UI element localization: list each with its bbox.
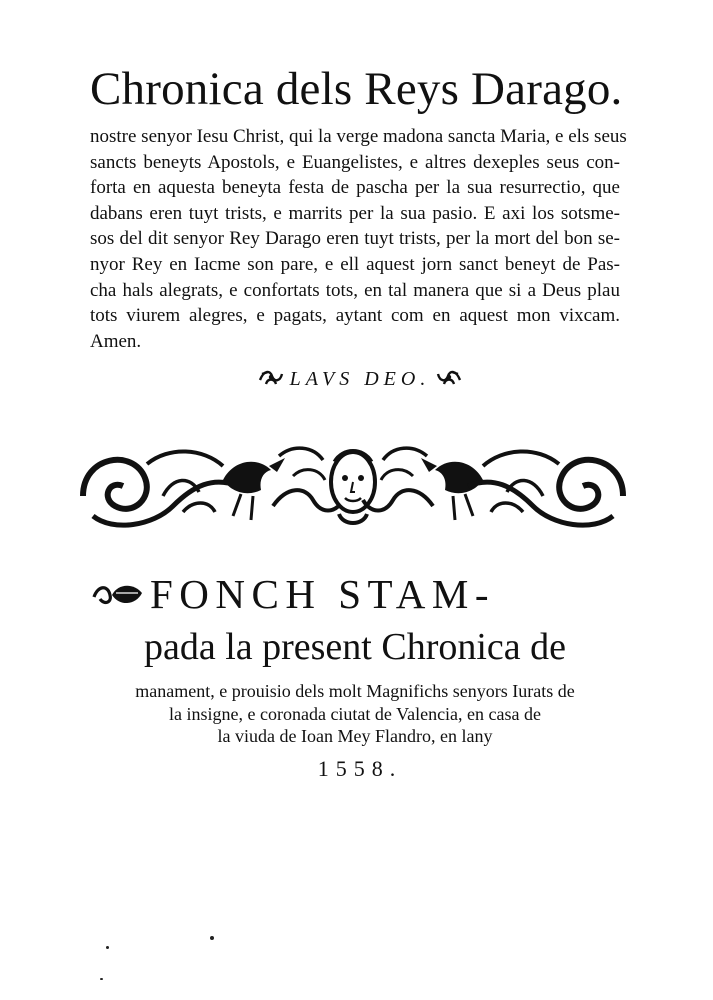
body-line: dabans eren tuyt trists, e marrits per la sua pasio. E axi los sotsme- bbox=[90, 202, 620, 224]
body-line: sos del dit senyor Rey Darago eren tuyt trists, per la mort del bon se- bbox=[90, 228, 620, 250]
body-line: forta en aquesta beneyta festa de pascha per la sua resurrectio, que bbox=[90, 177, 620, 199]
colophon-heading-text: FONCH STAM- bbox=[150, 570, 496, 617]
colophon-text bbox=[100, 680, 610, 748]
fleuron-left-icon bbox=[258, 366, 284, 392]
body-line: cha hals alegrats, e confortats tots, en tal manera que si a Deus plau bbox=[90, 279, 620, 301]
body-text bbox=[90, 124, 627, 354]
ink-speck bbox=[210, 936, 214, 940]
body-line-final: Amen. bbox=[90, 330, 142, 352]
leaf-icon bbox=[90, 579, 146, 609]
body-line: nostre senyor Iesu Christ, qui la verge madona sancta Maria, e els seus bbox=[90, 126, 627, 147]
laus-deo bbox=[240, 364, 480, 394]
colophon-line: manament, e prouisio dels molt Magnifichs senyors Iurats de bbox=[135, 681, 575, 701]
fleuron-right-icon bbox=[436, 366, 462, 392]
ink-speck bbox=[106, 946, 109, 949]
colophon-line: la insigne, e coronada ciutat de Valencia, en casa de bbox=[169, 703, 541, 724]
running-title: Chronica dels Reys Darago. bbox=[90, 63, 623, 115]
body-line: sancts beneyts Apostols, e Euangelistes, e altres dexeples seus con- bbox=[90, 151, 620, 173]
laus-deo-text: LAVS DEO. bbox=[289, 367, 431, 390]
imprint-year: 1558. bbox=[317, 756, 403, 781]
colophon-heading bbox=[90, 567, 620, 621]
decorative-band-icon bbox=[73, 436, 633, 534]
body-line: nyor Rey en Iacme son pare, e ell aquest jorn sanct beneyt de Pas- bbox=[90, 253, 620, 275]
colophon-subheading: pada la present Chronica de bbox=[143, 626, 567, 668]
colophon-line: la viuda de Ioan Mey Flandro, en lany bbox=[217, 726, 493, 746]
body-line: tots viurem alegres, e pagats, aytant com en aquest mon vixcam. bbox=[90, 305, 620, 327]
ink-speck bbox=[100, 978, 103, 980]
